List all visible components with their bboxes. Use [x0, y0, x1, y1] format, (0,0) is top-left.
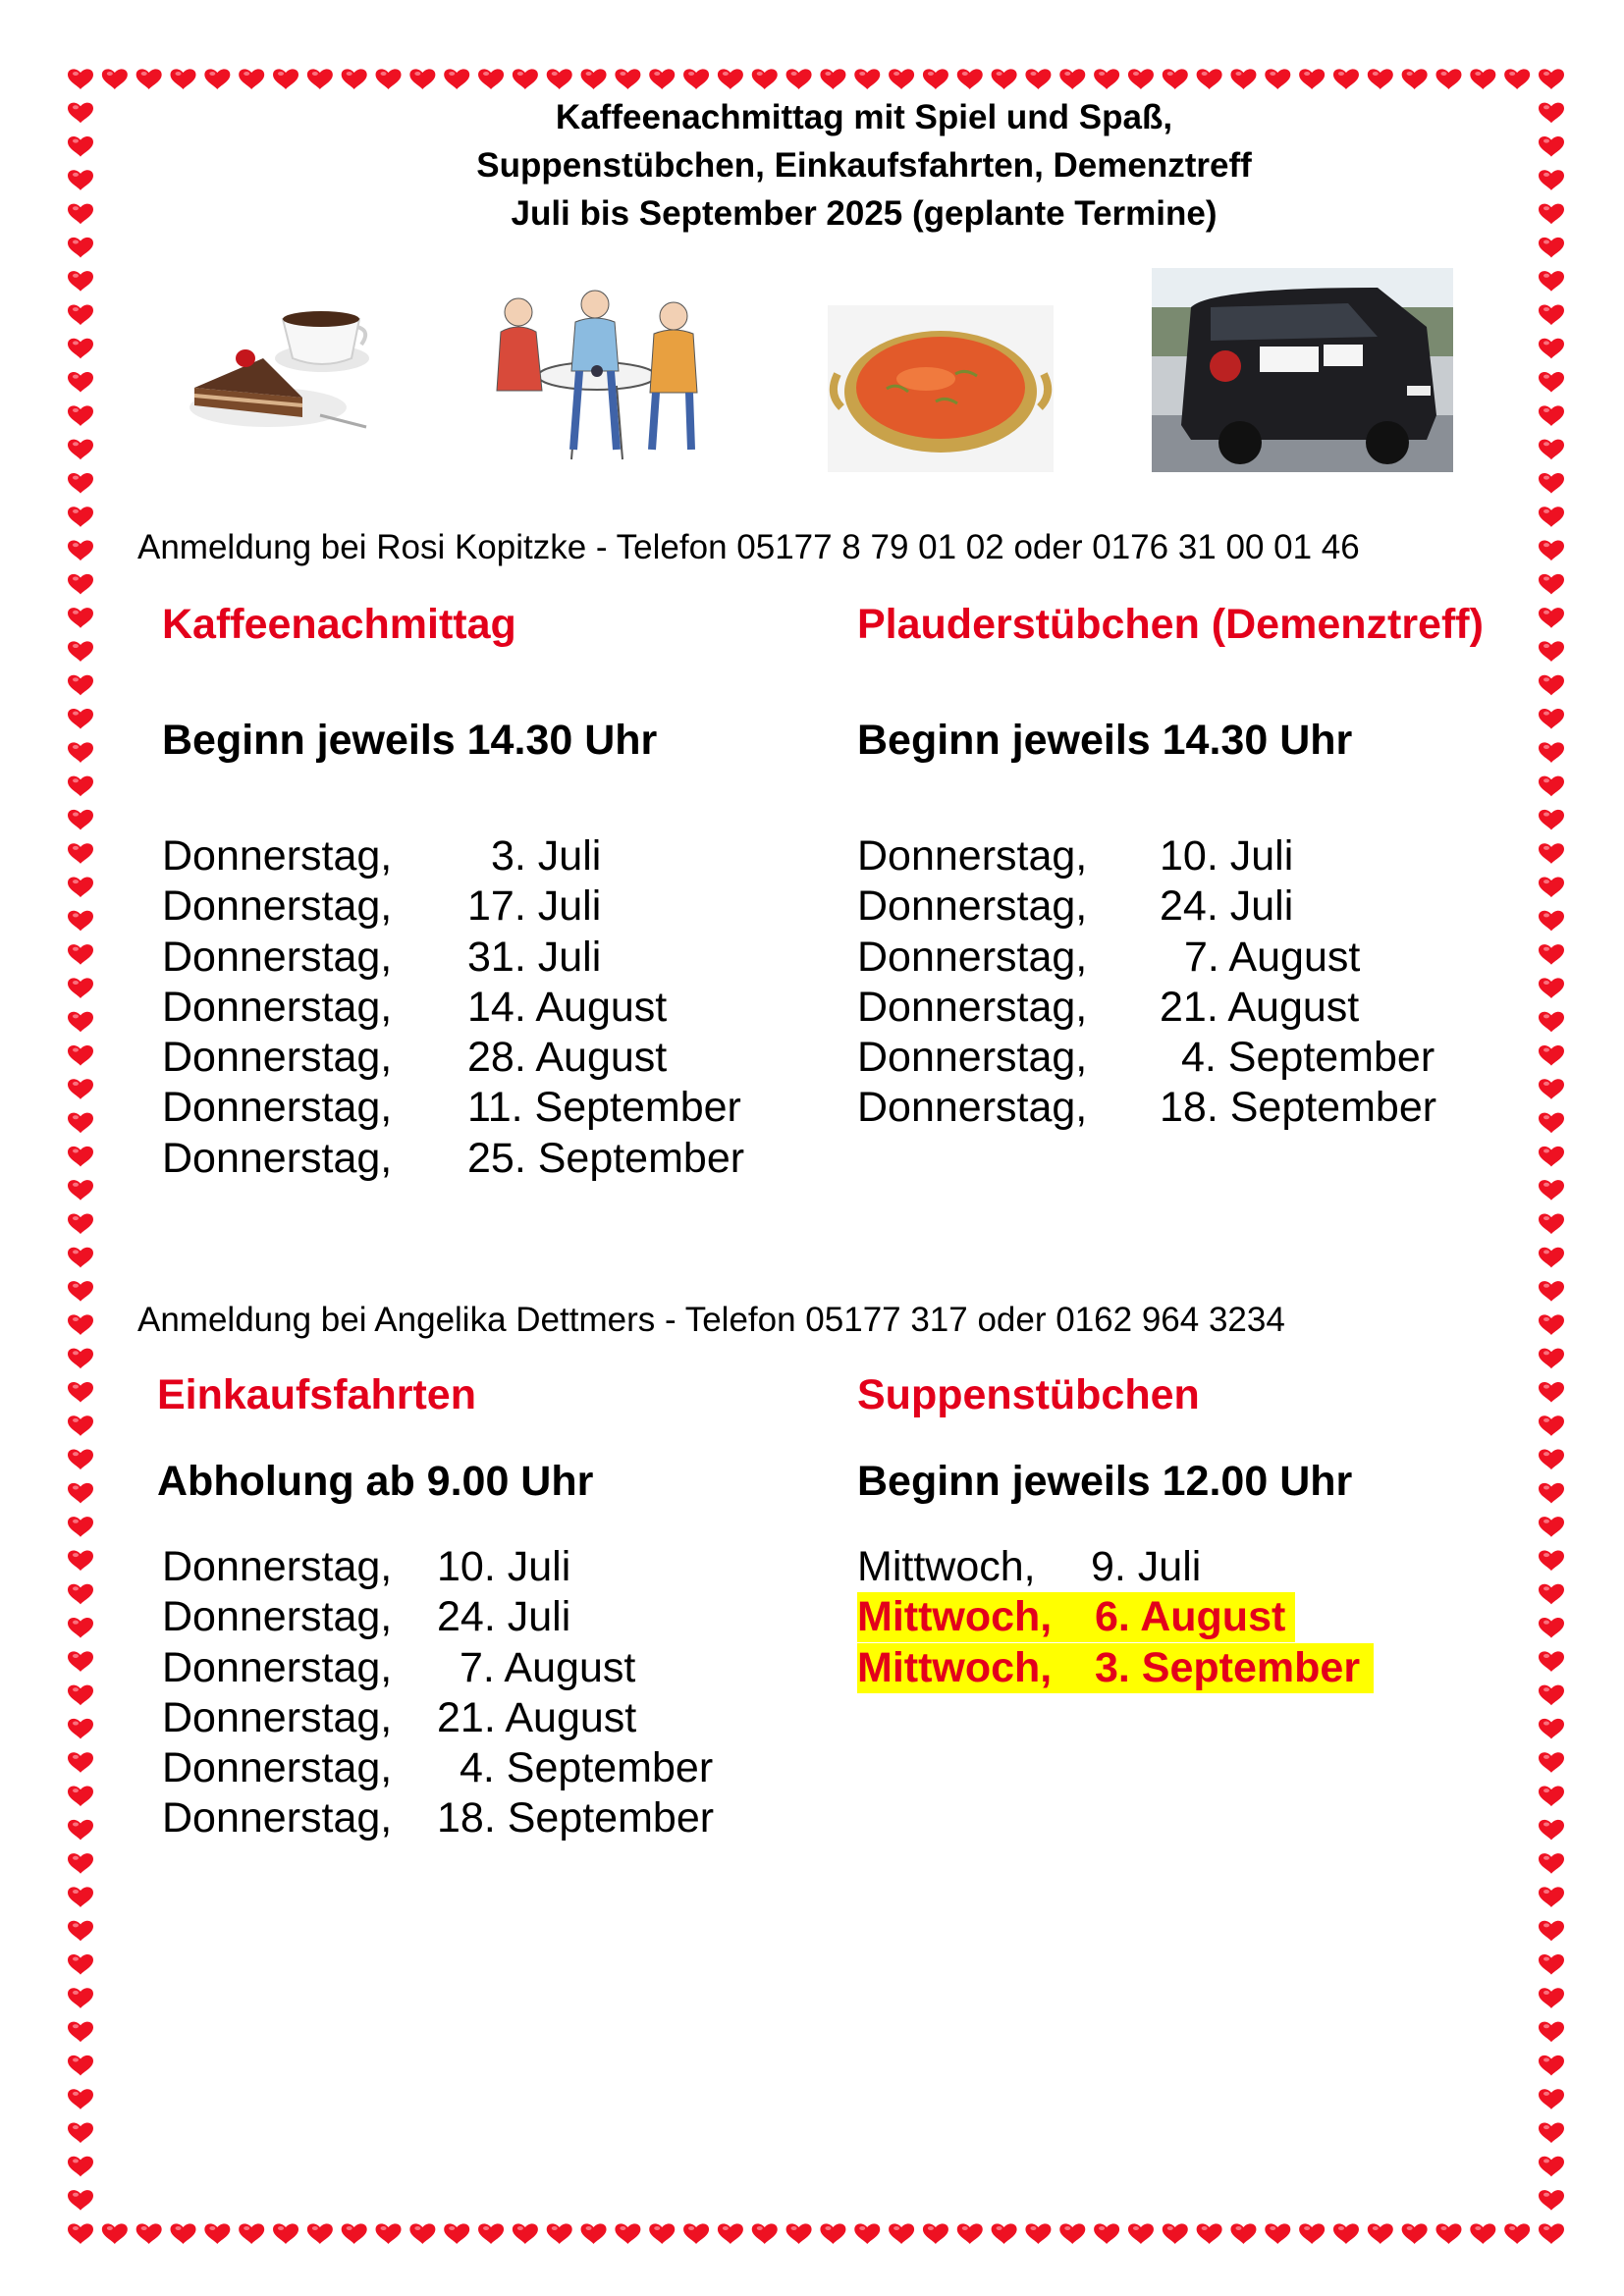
cake-coffee-image [175, 280, 371, 442]
kaffee-subtitle: Beginn jeweils 14.30 Uhr [162, 717, 658, 764]
list-item: Donnerstag, 10. Juli [162, 1543, 571, 1590]
list-item-highlighted: Mittwoch, 3. September [857, 1643, 1505, 1693]
list-item: Donnerstag, 7. August [857, 933, 1361, 981]
plauder-date-list [857, 831, 1505, 1134]
list-item: Donnerstag, 24. Juli [857, 882, 1294, 931]
list-item: Donnerstag, 7. August [162, 1643, 636, 1691]
header-line-3: Juli bis September 2025 (geplante Termine) [511, 194, 1218, 233]
list-item: Mittwoch, 9. Juli [857, 1543, 1202, 1590]
plauder-subtitle: Beginn jeweils 14.30 Uhr [857, 717, 1353, 764]
suppe-title: Suppenstübchen [857, 1371, 1200, 1418]
kaffee-date-list [162, 831, 790, 1184]
soup-bowl-image [828, 305, 1054, 472]
page-header [295, 93, 1434, 238]
header-line-2: Suppenstübchen, Einkaufsfahrten, Demenztreff [476, 146, 1252, 185]
list-item: Donnerstag, 14. August [162, 983, 668, 1031]
einkauf-title: Einkaufsfahrten [157, 1371, 476, 1418]
contact-angelika: Anmeldung bei Angelika Dettmers - Telefon 05177 317 oder 0162 964 3234 [137, 1301, 1285, 1339]
list-item: Donnerstag, 21. August [162, 1693, 637, 1741]
van-photo [1152, 268, 1453, 472]
list-item: Donnerstag, 25. September [162, 1134, 745, 1182]
header-line-1: Kaffeenachmittag mit Spiel und Spaß, [555, 98, 1173, 136]
einkauf-subtitle: Abholung ab 9.00 Uhr [157, 1458, 594, 1505]
list-item: Donnerstag, 11. September [162, 1084, 741, 1132]
seniors-table-image [489, 283, 705, 464]
list-item: Donnerstag, 18. September [162, 1794, 715, 1842]
list-item: Donnerstag, 17. Juli [162, 882, 602, 931]
list-item: Donnerstag, 31. Juli [162, 933, 602, 981]
suppe-subtitle: Beginn jeweils 12.00 Uhr [857, 1458, 1353, 1505]
list-item: Donnerstag, 18. September [857, 1084, 1437, 1132]
list-item: Donnerstag, 28. August [162, 1034, 668, 1082]
list-item: Donnerstag, 4. September [857, 1034, 1435, 1082]
plauder-title: Plauderstübchen (Demenztreff) [857, 601, 1484, 648]
einkauf-date-list [162, 1542, 790, 1844]
list-item: Donnerstag, 4. September [162, 1744, 714, 1792]
list-item: Donnerstag, 24. Juli [162, 1593, 571, 1641]
suppe-date-list [857, 1542, 1505, 1693]
list-item: Donnerstag, 10. Juli [857, 832, 1294, 880]
list-item-highlighted: Mittwoch, 6. August [857, 1592, 1505, 1642]
contact-rosi: Anmeldung bei Rosi Kopitzke - Telefon 05177 8 79 01 02 oder 0176 31 00 01 46 [137, 528, 1360, 566]
list-item: Donnerstag, 21. August [857, 983, 1360, 1031]
kaffee-title: Kaffeenachmittag [162, 601, 516, 648]
list-item: Donnerstag, 3. Juli [162, 832, 602, 880]
